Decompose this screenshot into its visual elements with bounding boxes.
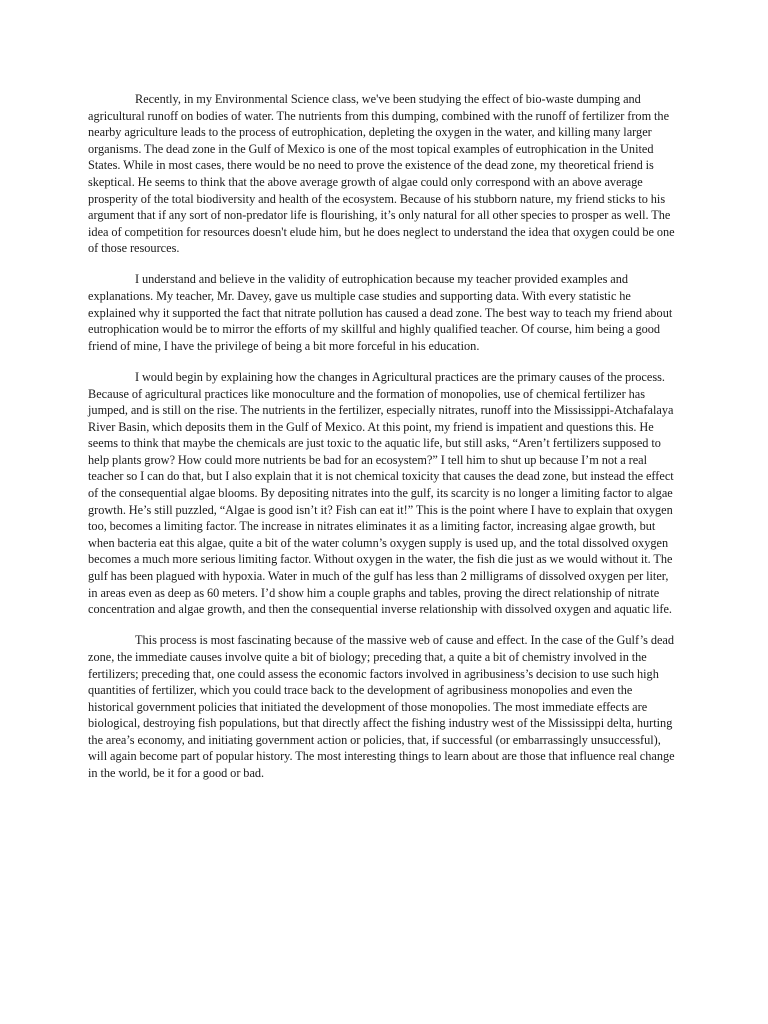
paragraph-3: I would begin by explaining how the changes in Agricultural practices are the primary causes of the process. Because of agricultural practices like monoculture and the formation of monopolies, use of chemical fertilizer has jumped, and is still on the rise. The nutrients in the fertilizer, especially nitrates, runoff into the Mississippi-Atchafalaya River Basin, which deposits them in the Gulf of Mexico. At this point, my friend is impatient and questions this. He seems to think that maybe the chemicals are just toxic to the aquatic life, but still asks, “Aren’t fertilizers supposed to help plants grow? How could more nutrients be bad for an ecosystem?” I tell him to shut up because I’m not a real teacher so I can do that, but I also explain that it is not chemical toxicity that causes the dead zone, but instead the effect of the consequential algae blooms. By depositing nitrates into the gulf, its scarcity is no longer a limiting factor to algae growth. He’s still puzzled, “Algae is good isn’t it? Fish can eat it!” This is the point where I have to explain that oxygen too, becomes a limiting factor. The increase in nitrates eliminates it as a limiting factor, increasing algae growth, but when bacteria eat this algae, quite a bit of the water column’s oxygen supply is used up, and the total dissolved oxygen becomes a much more serious limiting factor. Without oxygen in the water, the fish die just as we would without it. The gulf has been plagued with hypoxia. Water in much of the gulf has less than 2 milligrams of dissolved oxygen per liter, in areas even as deep as 60 meters. I’d show him a couple graphs and tables, proving the direct relationship of nitrate concentration and algae growth, and then the consequential inverse relationship with dissolved oxygen and aquatic life. [88, 369, 674, 617]
paragraph-1: Recently, in my Environmental Science class, we've been studying the effect of bio-waste dumping and agricultural runoff on bodies of water. The nutrients from this dumping, combined with the runoff of fertilizer from the nearby agriculture leads to the process of eutrophication, depleting the oxygen in the water, and killing many larger organisms. The dead zone in the Gulf of Mexico is one of the most topical examples of eutrophication in the United States. While in most cases, there would be no need to prove the existence of the dead zone, my theoretical friend is skeptical. He seems to think that the above average growth of algae could only correspond with an above average prosperity of the total biodiversity and health of the ecosystem. Because of his stubborn nature, my friend sticks to his argument that if any sort of non-predator life is flourishing, it’s only natural for all other species to prosper as well. The idea of competition for resources doesn't elude him, but he does neglect to understand the idea that oxygen could be one of those resources. [88, 92, 675, 256]
paragraph-2: I understand and believe in the validity of eutrophication because my teacher provided examples and explanations. My teacher, Mr. Davey, gave us multiple case studies and supporting data. With every statistic he explained why it supported the fact that nitrate pollution has caused a dead zone. The best way to teach my friend about eutrophication would be to mirror the efforts of my skillful and highly qualified teacher. Of course, him being a good friend of mine, I have the privilege of being a bit more forceful in his education. [88, 272, 673, 353]
paragraph-4: This process is most fascinating because of the massive web of cause and effect. In the case of the Gulf’s dead zone, the immediate causes involve quite a bit of biology; preceding that, a quite a bit of chemistry involved in the fertilizers; preceding that, one could assess the economic factors involved in agribusiness’s decision to use such high quantities of fertilizer, which you could trace back to the development of agribusiness monopolies and even the historical government policies that initiated the development of those monopolies. The most immediate effects are biological, destroying fish populations, but that directly affect the fishing industry west of the Mississippi delta, hurting the area’s economy, and initiating government action or policies, that, if successful (or embarrassingly unsuccessful), will again become part of popular history. The most interesting things to learn about are those that influence real change in the world, be it for a good or bad. [88, 633, 675, 781]
document-page [88, 91, 680, 796]
